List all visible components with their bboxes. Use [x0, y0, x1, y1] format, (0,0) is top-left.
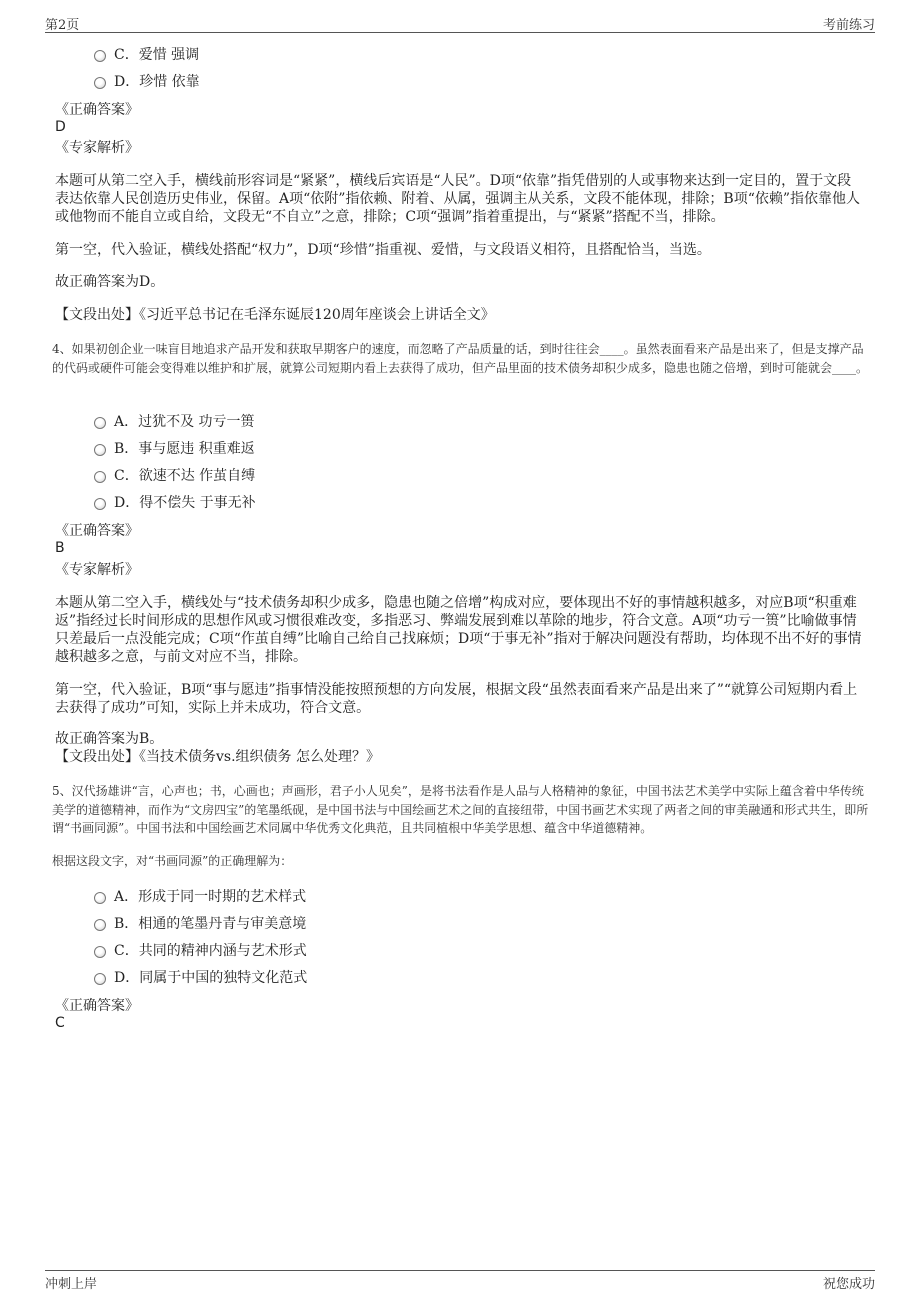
- q3-option-d[interactable]: D．珍惜 依靠: [94, 73, 200, 91]
- q4-option-c[interactable]: C．欲速不达 作茧自缚: [94, 467, 255, 485]
- q5-option-a[interactable]: A．形成于同一时期的艺术样式: [94, 888, 306, 906]
- q3-analysis-p3: 故正确答案为D。: [55, 274, 165, 290]
- q3-answer: D: [55, 119, 66, 135]
- header-title: 考前练习: [822, 18, 875, 33]
- q4-analysis-p3: 故正确答案为B。: [55, 731, 164, 747]
- q5-answer: C: [55, 1015, 65, 1031]
- footer-right: 祝您成功: [822, 1277, 875, 1292]
- q4-option-a[interactable]: A．过犹不及 功亏一篑: [94, 413, 255, 431]
- q4-analysis-p2: 第一空，代入验证，B项“事与愿违”指事情没能按照预想的方向发展，根据文段“虽然表面看来产品是出来了”“就算公司短期内看上去获得了成功”可知，实际上并未成功，符合文意。: [55, 682, 858, 716]
- q5-prompt: 根据这段文字，对“书画同源”的正确理解为：: [52, 854, 293, 868]
- q3-answer-label: 《正确答案》: [55, 102, 139, 118]
- radio-icon[interactable]: [94, 444, 106, 456]
- q5-answer-label: 《正确答案》: [55, 998, 139, 1014]
- radio-icon[interactable]: [94, 919, 106, 931]
- q4-answer: B: [55, 540, 65, 556]
- q3-analysis-p1: 本题可从第二空入手，横线前形容词是“紧紧”，横线后宾语是“人民”。D项“依靠”指凭借别的人或事物来达到一定目的，置于文段表达依靠人民创造历史伟业，保留。A项“依附”指依赖、附着、从属，强调主从关系，文段不能体现，排除；B项“依赖”指依靠他人或他物而不能自立或自给，文段无“不自立”之意，排除；C项“强调”指着重提出，与“紧紧”搭配不当，排除。: [55, 173, 861, 225]
- q4-source: 【文段出处】《当技术债务vs.组织债务 怎么处理？》: [55, 749, 380, 765]
- q4-question: 4、如果初创企业一味盲目地追求产品开发和获取早期客户的速度，而忽略了产品质量的话，到时往往会____。虽然表面看来产品是出来了，但是支撑产品的代码或硬件可能会变得难以维护和扩展，就算公司短期内看上去获得了成功，但产品里面的技术债务却积少成多，隐患也随之倍增，到时可能就会____。: [52, 342, 869, 375]
- q3-analysis-label: 《专家解析》: [55, 140, 139, 156]
- radio-icon[interactable]: [94, 471, 106, 483]
- q4-option-d[interactable]: D．得不偿失 于事无补: [94, 494, 256, 512]
- q4-analysis-label: 《专家解析》: [55, 562, 139, 578]
- q3-analysis-p2: 第一空，代入验证，横线处搭配“权力”，D项“珍惜”指重视、爱惜，与文段语义相符，且搭配恰当，当选。: [55, 242, 711, 258]
- q5-option-d[interactable]: D．同属于中国的独特文化范式: [94, 969, 307, 987]
- radio-icon[interactable]: [94, 946, 106, 958]
- radio-icon[interactable]: [94, 417, 106, 429]
- q4-answer-label: 《正确答案》: [55, 523, 139, 539]
- page-header: [45, 14, 875, 33]
- q3-option-c[interactable]: C．爱惜 强调: [94, 46, 199, 64]
- radio-icon[interactable]: [94, 77, 106, 89]
- radio-icon[interactable]: [94, 973, 106, 985]
- radio-icon[interactable]: [94, 892, 106, 904]
- q4-analysis-p1: 本题从第二空入手，横线处与“技术债务却积少成多，隐患也随之倍增”构成对应，要体现出不好的事情越积越多，对应B项“积重难返”指经过长时间形成的思想作风或习惯很难改变，多指恶习、弊端发展到难以革除的地步，符合文意。A项“功亏一篑”比喻做事情只差最后一点没能完成；C项“作茧自缚”比喻自己给自己找麻烦；D项“于事无补”指对于解决问题没有帮助，均体现不出不好的事情越积越多之意，与前文对应不当，排除。: [55, 595, 862, 665]
- footer-left: 冲刺上岸: [45, 1277, 98, 1292]
- radio-icon[interactable]: [94, 498, 106, 510]
- q5-option-b[interactable]: B．相通的笔墨丹青与审美意境: [94, 915, 306, 933]
- radio-icon[interactable]: [94, 50, 106, 62]
- q5-option-c[interactable]: C．共同的精神内涵与艺术形式: [94, 942, 307, 960]
- q4-option-b[interactable]: B．事与愿违 积重难返: [94, 440, 255, 458]
- q3-source: 【文段出处】《习近平总书记在毛泽东诞辰120周年座谈会上讲话全文》: [55, 307, 495, 323]
- page-number: 第2页: [45, 18, 80, 33]
- q5-question: 5、汉代扬雄讲“言，心声也；书，心画也；声画形，君子小人见矣”，是将书法看作是人品与人格精神的象征，中国书法艺术美学中实际上蕴含着中华传统美学的道德精神，而作为“文房四宝”的笔墨纸砚，是中国书法与中国绘画艺术之间的直接纽带，中国书画艺术实现了两者之间的审美融通和形式共生，即所谓“书画同源”。中国书法和中国绘画艺术同属中华优秀文化典范，且共同植根中华美学思想、蕴含中华道德精神。: [52, 784, 869, 835]
- page-footer: [45, 1270, 875, 1291]
